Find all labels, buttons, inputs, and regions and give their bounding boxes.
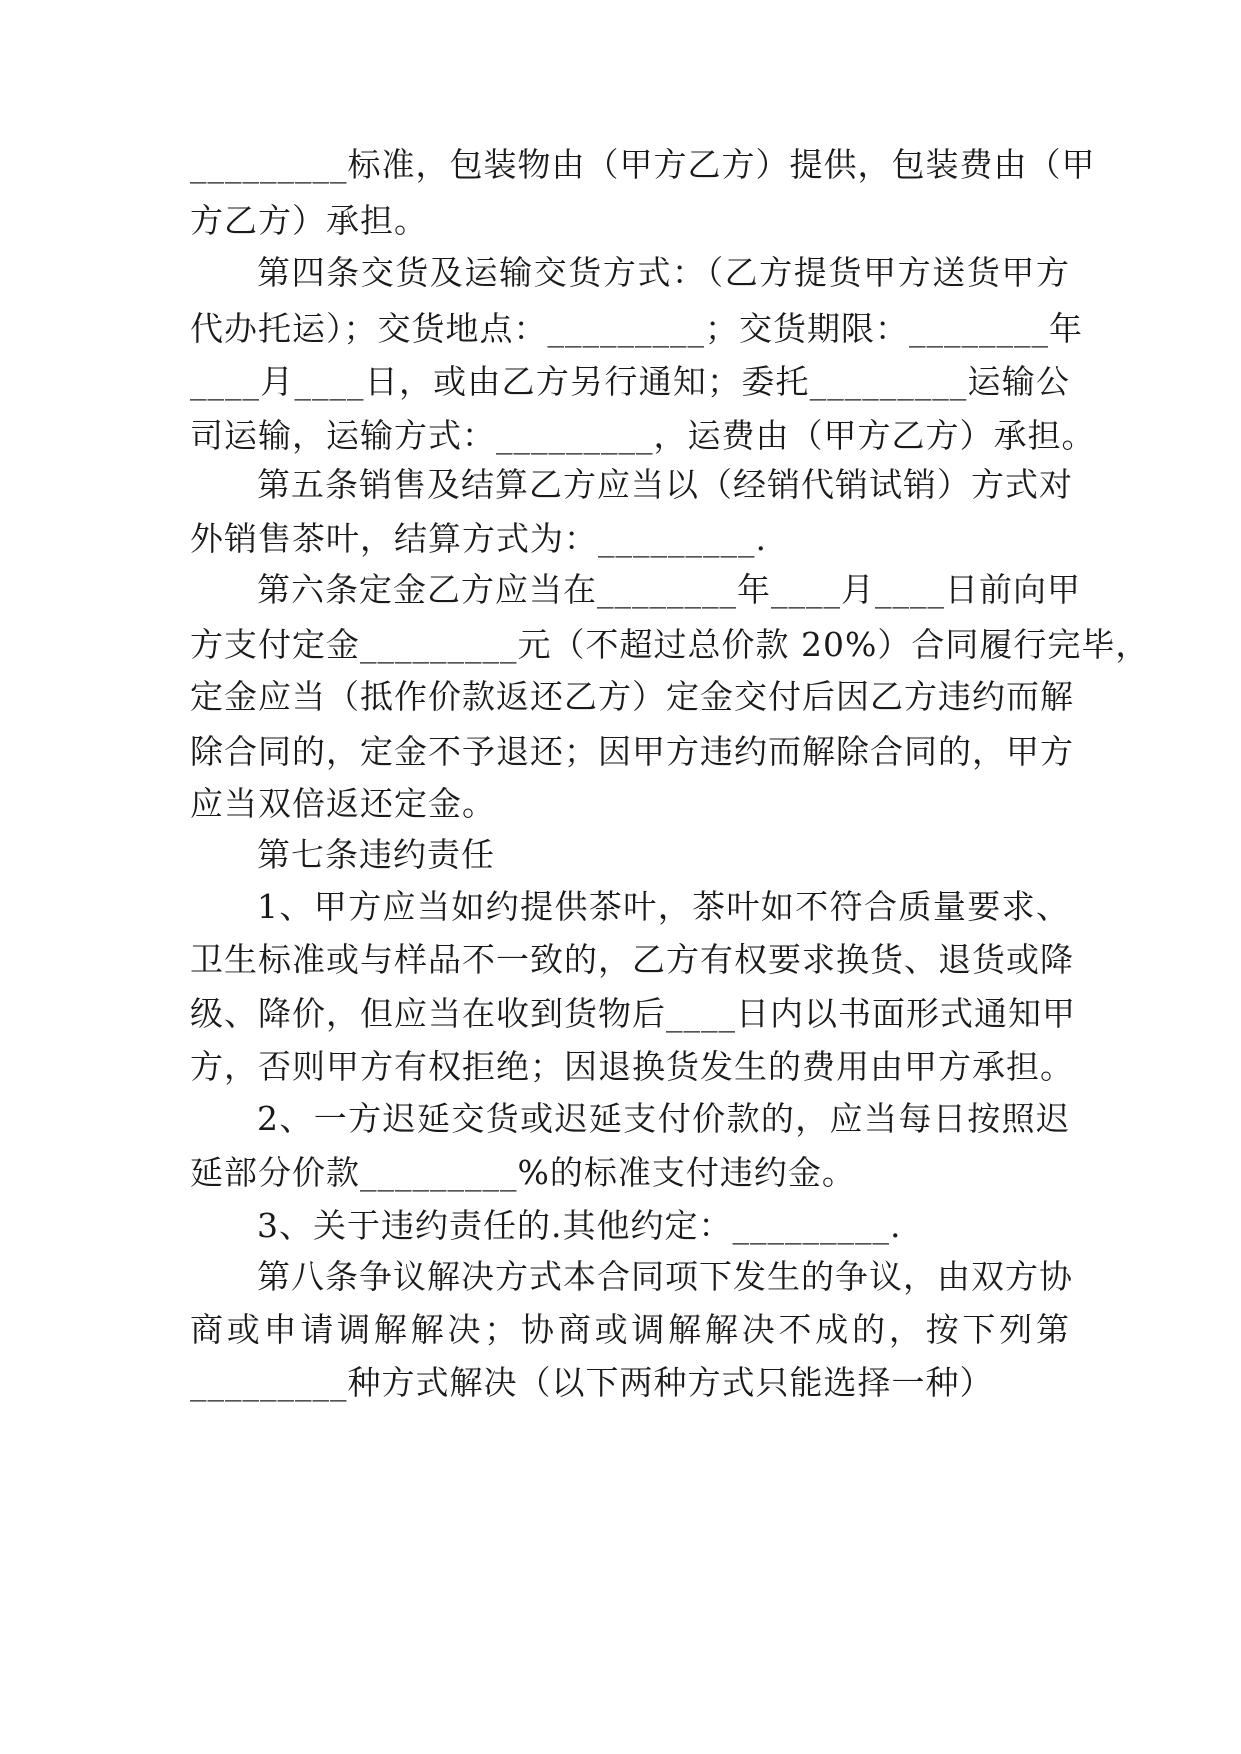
text-line: 1、甲方应当如约提供茶叶，茶叶如不符合质量要求、 xyxy=(257,887,1070,926)
text-line: 应当双倍返还定金。 xyxy=(190,784,496,823)
text-line: 外销售茶叶，结算方式为：_________. xyxy=(190,519,767,558)
text-line: 方，否则甲方有权拒绝；因退换货发生的费用由甲方承担。 xyxy=(190,1047,1074,1086)
text-line: 第七条违约责任 xyxy=(257,835,495,874)
text-line: 第六条定金乙方应当在________年____月____日前向甲 xyxy=(257,570,1081,609)
text-line: 商或申请调解解决；协商或调解解决不成的，按下列第 xyxy=(190,1310,1070,1349)
text-line: 定金应当（抵作价款返还乙方）定金交付后因乙方违约而解 xyxy=(190,677,1074,716)
text-line: 级、降价，但应当在收到货物后____日内以书面形式通知甲 xyxy=(190,994,1076,1033)
text-line: 方乙方）承担。 xyxy=(190,201,428,240)
text-line: 卫生标准或与样品不一致的，乙方有权要求换货、退货或降 xyxy=(190,940,1074,979)
text-line: 司运输，运输方式：_________，运费由（甲方乙方）承担。 xyxy=(190,416,1096,455)
text-line: 第四条交货及运输交货方式：（乙方提货甲方送货甲方 xyxy=(257,253,1070,292)
text-line: 第五条销售及结算乙方应当以（经销代销试销）方式对 xyxy=(257,465,1073,504)
text-line: 延部分价款_________%的标准支付违约金。 xyxy=(190,1153,856,1192)
text-line: ____月____日，或由乙方另行通知；委托_________运输公 xyxy=(190,362,1070,401)
text-line: _________标准，包装物由（甲方乙方）提供，包装费由（甲 xyxy=(190,145,1096,184)
text-line: 第八条争议解决方式本合同项下发生的争议，由双方协 xyxy=(257,1257,1073,1296)
text-line: 3、关于违约责任的.其他约定：_________. xyxy=(257,1206,902,1245)
text-line: 除合同的，定金不予退还；因甲方违约而解除合同的，甲方 xyxy=(190,732,1074,771)
text-line: 2、一方迟延交货或迟延支付价款的，应当每日按照迟 xyxy=(257,1099,1070,1138)
text-line: 代办托运）；交货地点：_________；交货期限：________年 xyxy=(190,309,1083,348)
text-line: _________种方式解决（以下两种方式只能选择一种） xyxy=(190,1363,994,1402)
text-line: 方支付定金_________元（不超过总价款 20%）合同履行完毕， xyxy=(190,625,1150,664)
